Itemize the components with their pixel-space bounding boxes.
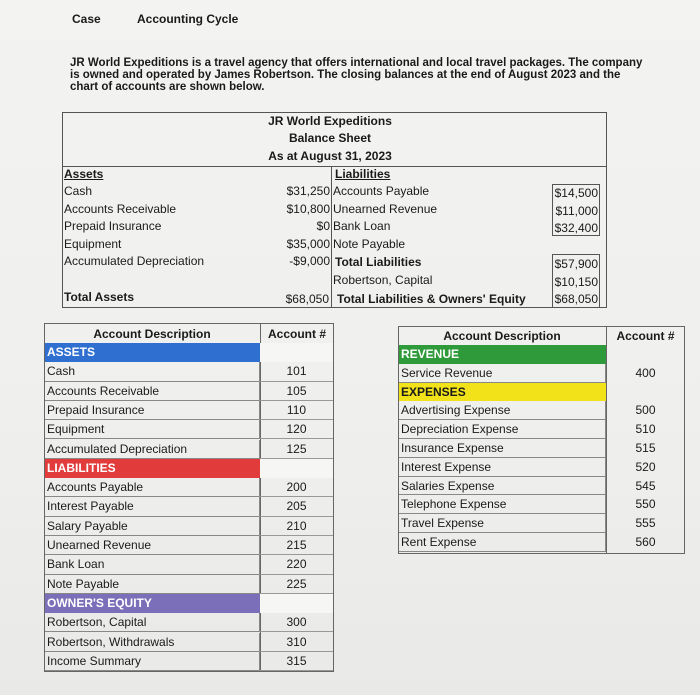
liability-amount: $11,000 — [555, 203, 598, 218]
liability-name: Accounts Payable — [333, 184, 430, 198]
bs-title: Balance Sheet — [288, 131, 372, 145]
coa-right-header-desc: Account Description — [443, 329, 561, 343]
account-name-cell: Service Revenue — [399, 364, 606, 383]
account-number-cell: 220 — [260, 555, 333, 574]
account-number-cell: 200 — [260, 478, 333, 497]
asset-name: Equipment — [64, 236, 122, 251]
intro-paragraph: JR World Expeditions is a travel agency that offers international and local travel packages. The company is owned and operated by James Robertson. The closing balances at the end of August 2023 and the chart of accounts are shown below. — [70, 57, 643, 93]
account-number-cell: 315 — [260, 652, 333, 671]
liability-amount: $32,400 — [554, 221, 598, 235]
account-name-cell: Salaries Expense — [399, 477, 606, 496]
section-header: EXPENSES — [399, 383, 606, 402]
asset-name: Prepaid Insurance — [64, 219, 162, 233]
liabilities-heading: Liabilities — [335, 167, 391, 181]
bs-company: JR World Expeditions — [268, 114, 392, 128]
account-name-cell: Insurance Expense — [399, 439, 606, 458]
section-num-cell — [260, 343, 333, 362]
account-number-cell: 560 — [635, 535, 656, 549]
asset-amount: $10,800 — [286, 201, 330, 216]
liability-name: Note Payable — [333, 236, 406, 251]
account-number-cell: 120 — [260, 420, 333, 439]
account-name-cell: Travel Expense — [399, 514, 606, 533]
account-number-cell: 500 — [635, 403, 656, 418]
account-number-cell: 300 — [260, 613, 333, 632]
coa-left-header-num: Account # — [267, 327, 326, 341]
liability-name: Bank Loan — [333, 219, 391, 233]
account-name-cell: Note Payable — [45, 575, 260, 594]
account-name-cell: Salary Payable — [45, 517, 260, 536]
account-number-cell: 205 — [260, 497, 333, 516]
account-name-cell: Bank Loan — [45, 555, 260, 574]
account-number-cell: 210 — [260, 517, 333, 536]
coa-left-header-desc: Account Description — [93, 327, 211, 341]
section-header: ASSETS — [45, 343, 260, 362]
account-name-cell: Telephone Expense — [399, 495, 606, 514]
total-assets-amount: $68,050 — [285, 292, 329, 306]
account-name-cell: Unearned Revenue — [45, 536, 260, 555]
account-name-cell: Accounts Receivable — [45, 382, 260, 401]
account-name-cell: Income Summary — [45, 652, 260, 671]
liability-amount: $14,500 — [554, 186, 598, 200]
account-number-cell: 105 — [260, 382, 333, 401]
account-name-cell: Robertson, Withdrawals — [45, 633, 260, 652]
account-number-cell: 310 — [260, 633, 333, 652]
bs-column-divider — [331, 166, 332, 308]
case-label: Case — [72, 12, 101, 26]
total-le-amount: $68,050 — [554, 292, 598, 306]
asset-amount: $31,250 — [286, 184, 330, 198]
account-number-cell: 545 — [635, 478, 656, 493]
total-liabilities-amount: $57,900 — [554, 257, 598, 271]
asset-amount: -$9,000 — [289, 254, 330, 268]
account-number-cell: 225 — [260, 575, 333, 594]
account-name-cell: Robertson, Capital — [45, 613, 260, 632]
account-name-cell: Depreciation Expense — [399, 420, 606, 439]
asset-amount: $35,000 — [286, 236, 330, 251]
account-name-cell: Rent Expense — [399, 533, 606, 552]
assets-heading: Assets — [64, 167, 104, 181]
account-name-cell: Accumulated Depreciation — [45, 440, 260, 459]
account-number-cell: 550 — [635, 497, 656, 512]
account-name-cell: Interest Expense — [399, 458, 606, 477]
document-title: Accounting Cycle — [137, 12, 239, 26]
account-name-cell: Prepaid Insurance — [45, 401, 260, 420]
account-number-cell: 510 — [635, 422, 656, 437]
section-num-cell — [260, 459, 333, 478]
account-name-cell: Cash — [45, 362, 260, 381]
account-name-cell: Equipment — [45, 420, 260, 439]
asset-name: Accumulated Depreciation — [64, 254, 205, 268]
total-liabilities-label: Total Liabilities — [335, 255, 422, 269]
coa-right-header-num: Account # — [616, 329, 675, 343]
asset-amount: $0 — [316, 219, 330, 233]
account-number-cell: 520 — [635, 459, 656, 474]
section-header: OWNER'S EQUITY — [45, 594, 260, 613]
account-number-cell: 101 — [260, 362, 333, 381]
asset-name: Cash — [64, 184, 93, 198]
asset-name: Accounts Receivable — [64, 201, 177, 216]
bs-date: As at August 31, 2023 — [268, 149, 392, 163]
account-number-cell: 555 — [635, 516, 656, 531]
account-number-cell: 400 — [635, 365, 656, 380]
section-header: REVENUE — [399, 345, 606, 364]
account-number-cell: 215 — [260, 536, 333, 555]
account-number-cell: 125 — [260, 440, 333, 459]
liability-name: Unearned Revenue — [333, 201, 438, 216]
account-number-cell: 515 — [635, 441, 656, 455]
section-num-cell — [260, 594, 333, 613]
account-name-cell: Advertising Expense — [399, 401, 606, 420]
section-header: LIABILITIES — [45, 459, 260, 478]
account-number-cell: 110 — [260, 401, 333, 420]
capital-label: Robertson, Capital — [333, 273, 433, 287]
capital-amount: $10,150 — [554, 275, 598, 289]
total-assets-label: Total Assets — [64, 290, 135, 304]
account-name-cell: Interest Payable — [45, 497, 260, 516]
account-name-cell: Accounts Payable — [45, 478, 260, 497]
total-le-label: Total Liabilities & Owners' Equity — [337, 292, 526, 306]
